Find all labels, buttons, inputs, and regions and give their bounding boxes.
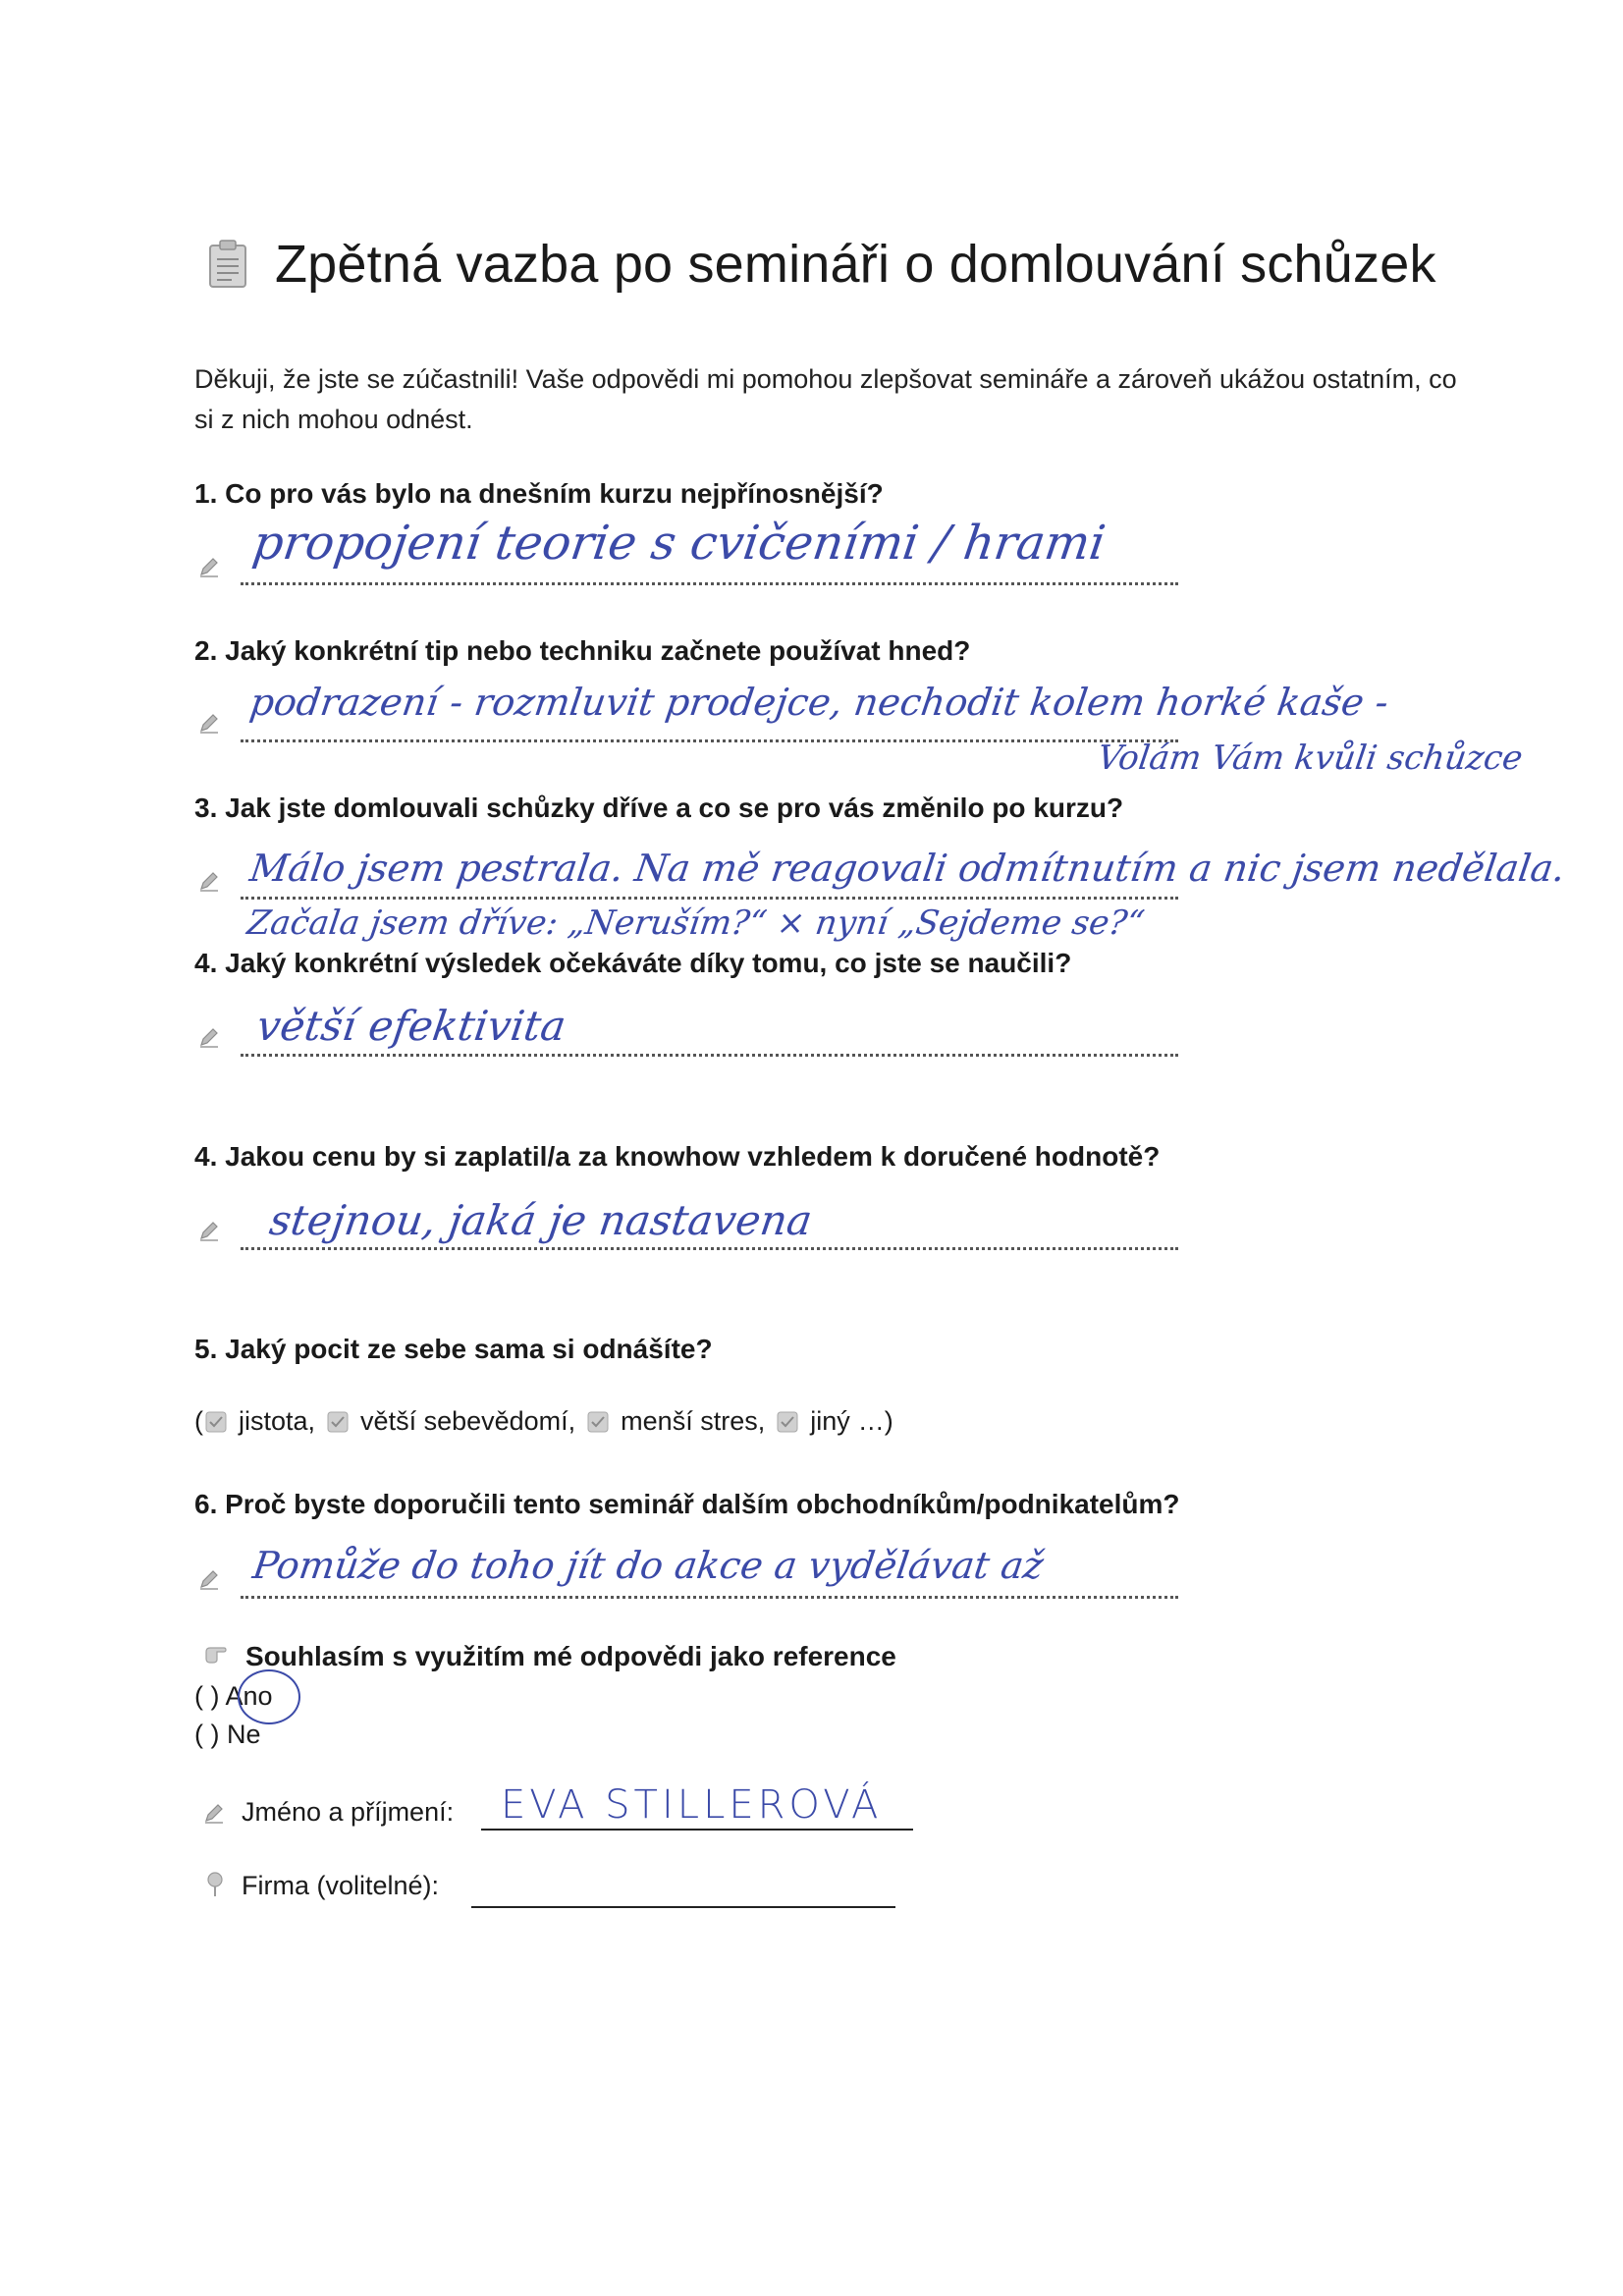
answer-line-price[interactable] bbox=[241, 1247, 1178, 1250]
consent-yes[interactable]: ( ) Ano bbox=[194, 1681, 273, 1711]
pen-icon bbox=[198, 556, 220, 577]
pin-icon bbox=[206, 1872, 224, 1897]
question-price: 4. Jakou cenu by si zaplatil/a za knowhow vzhledem k doručené hodnotě? bbox=[194, 1141, 1161, 1172]
option-jiny: jiný bbox=[810, 1406, 850, 1436]
checkbox-icon[interactable] bbox=[777, 1411, 798, 1433]
checkbox-icon[interactable] bbox=[587, 1411, 609, 1433]
pen-icon bbox=[203, 1802, 225, 1824]
pen-icon bbox=[198, 870, 220, 892]
answer-2-line-2: Volám Vám kvůli schůzce bbox=[1095, 738, 1526, 778]
company-field[interactable] bbox=[471, 1906, 895, 1908]
question-4: 4. Jaký konkrétní výsledek očekáváte díky tomu, co jste se naučili? bbox=[194, 948, 1072, 978]
feelings-close: …) bbox=[857, 1406, 893, 1436]
answer-recommend: Pomůže do toho jít do akce a vydělávat až bbox=[249, 1544, 1047, 1587]
question-3: 3. Jak jste domlouvali schůzky dříve a co se pro vás změnilo po kurzu? bbox=[194, 793, 1124, 823]
answer-line-1[interactable] bbox=[241, 582, 1178, 585]
answer-3-line-2: Začala jsem dříve: „Neruším?“ × nyní „Sejdeme se?“ bbox=[244, 903, 1148, 943]
pointing-hand-icon bbox=[204, 1642, 228, 1664]
option-sebevedomi: větší sebevědomí, bbox=[360, 1406, 576, 1436]
name-value: EVA STILLEROVÁ bbox=[501, 1782, 883, 1828]
company-label: Firma (volitelné): bbox=[242, 1871, 440, 1900]
checkbox-icon[interactable] bbox=[327, 1411, 349, 1433]
answer-circle-mark bbox=[238, 1669, 300, 1724]
feelings-options bbox=[194, 1406, 893, 1437]
clipboard-icon bbox=[208, 240, 247, 289]
title-row bbox=[208, 234, 1436, 295]
answer-3-line-1: Málo jsem pestrala. Na mě reagovali odmítnutím a nic jsem nedělala. bbox=[246, 847, 1568, 890]
answer-price: stejnou, jaká je nastavena bbox=[266, 1196, 816, 1244]
answer-line-2[interactable] bbox=[241, 739, 1178, 742]
pen-icon bbox=[198, 1026, 220, 1048]
answer-line-4[interactable] bbox=[241, 1054, 1178, 1057]
pen-icon bbox=[198, 712, 220, 734]
answer-2-line-1: podrazení - rozmluvit prodejce, nechodit kolem horké kaše - bbox=[246, 681, 1391, 724]
answer-1: propojení teorie s cvičeními / hrami bbox=[249, 516, 1109, 571]
pen-icon bbox=[198, 1220, 220, 1241]
name-field[interactable] bbox=[481, 1829, 913, 1831]
answer-line-3[interactable] bbox=[241, 897, 1178, 900]
page-title: Zpětná vazba po semináři o domlouvání schůzek bbox=[275, 235, 1436, 294]
feelings-open: ( bbox=[194, 1406, 203, 1436]
name-label: Jméno a příjmení: bbox=[242, 1797, 455, 1827]
question-feelings: 5. Jaký pocit ze sebe sama si odnášíte? bbox=[194, 1334, 713, 1364]
question-1: 1. Co pro vás bylo na dnešním kurzu nejpřínosnější? bbox=[194, 478, 884, 509]
intro-text: Děkuji, že jste se zúčastnili! Vaše odpovědi mi pomohou zlepšovat semináře a zároveň ukážou ostatním, co si z nich mohou odnést. bbox=[194, 364, 1457, 434]
answer-line-recommend[interactable] bbox=[241, 1596, 1178, 1599]
option-stres: menší stres, bbox=[621, 1406, 766, 1436]
pen-icon bbox=[198, 1568, 220, 1590]
answer-4: větší efektivita bbox=[253, 1002, 569, 1050]
question-recommend: 6. Proč byste doporučili tento seminář dalším obchodníkům/podnikatelům? bbox=[194, 1489, 1180, 1519]
consent-no[interactable]: ( ) Ne bbox=[194, 1720, 261, 1749]
checkbox-icon[interactable] bbox=[205, 1411, 227, 1433]
consent-label: Souhlasím s využitím mé odpovědi jako reference bbox=[245, 1641, 896, 1671]
question-2: 2. Jaký konkrétní tip nebo techniku začnete používat hned? bbox=[194, 635, 971, 666]
option-jistota: jistota, bbox=[239, 1406, 316, 1436]
